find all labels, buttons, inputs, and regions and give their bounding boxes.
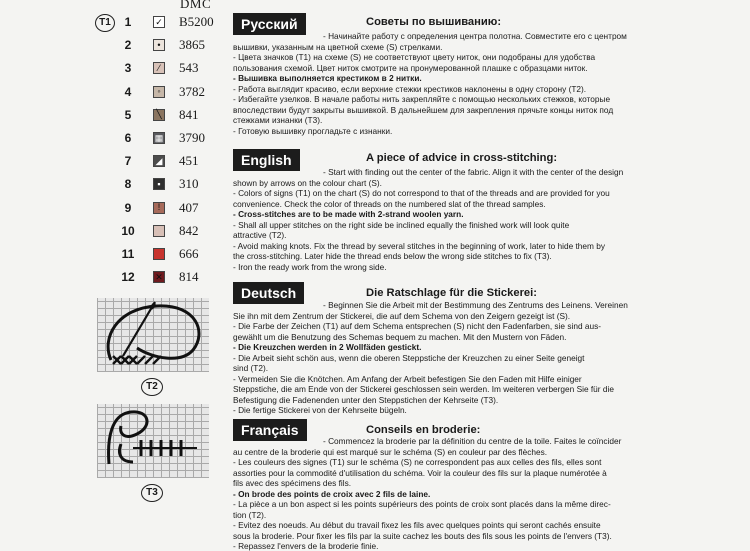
section-title-english: A piece of advice in cross-stitching:	[366, 152, 558, 164]
t2-badge: T2	[141, 378, 163, 396]
legend-number: 5	[124, 107, 132, 122]
legend-number: 7	[124, 154, 132, 169]
instruction-line: - Вышивка выполняется крестиком в 2 нитки.	[233, 73, 422, 83]
legend-dmc-code: 310	[179, 176, 199, 192]
instruction-line: - Evitez des noeuds. Au début du travail fixez les fils avec quelques points qui seront cachés ensuite	[233, 520, 601, 530]
legend-number: 12	[121, 270, 135, 285]
section-body-russian	[233, 31, 665, 136]
lang-label-francais: Français	[233, 419, 307, 441]
lang-label-english: English	[233, 149, 300, 171]
legend-number: 2	[124, 38, 132, 53]
instruction-line: - Cross-stitches are to be made with 2-strand woolen yarn.	[233, 209, 464, 219]
legend-symbol-icon: •	[153, 39, 165, 51]
instruction-line: convenience. Check the color of threads on the numbered slat of the thread samples.	[233, 198, 546, 209]
instruction-line: fils avec des spécimens des fils.	[233, 478, 352, 488]
instruction-line: Steppstiche, die am Ende von der Stickerei geschlossen sein werden. Im weiteren verbergen Sie für die	[233, 384, 614, 394]
instruction-line: - On brode des points de croix avec 2 fils de laine.	[233, 488, 431, 499]
instruction-line: - Готовую вышивку прогладьте с изнанки.	[233, 125, 393, 136]
legend-symbol-icon: ▪	[153, 178, 165, 190]
instruction-line: - Die fertige Stickerei von der Kehrseite bügeln.	[233, 405, 407, 415]
instruction-line: Befestigung die Fadenenden unter den Steppstichen der Kehrseite (T3).	[233, 394, 499, 405]
legend-row	[95, 35, 225, 57]
legend-number: 4	[124, 84, 132, 99]
legend-row	[95, 12, 225, 34]
legend-row	[95, 267, 225, 289]
section-title-deutsch: Die Ratschlage für die Stickerei:	[366, 287, 537, 299]
instruction-line: - Начинайте работу с определения центра полотна. Совместите его с центром	[323, 31, 627, 41]
legend-row	[95, 174, 225, 196]
instruction-line: вышивки, указанным на цветной схеме (S) стрелками.	[233, 41, 443, 52]
lang-label-russian: Русский	[233, 13, 306, 35]
stitch-diagram-t3	[97, 404, 209, 478]
legend-dmc-code: 841	[179, 106, 199, 122]
instruction-line: - Vermeiden Sie die Knötchen. Am Anfang der Arbeit befestigen Sie den Faden mit Hilfe einiger	[233, 373, 582, 384]
instruction-line: - Commencez la broderie par la définition du centre de la toile. Faites le coïncider	[323, 436, 622, 446]
instruction-line: - Start with finding out the center of the fabric. Align it with the center of the design	[323, 167, 624, 177]
legend-symbol-icon: ◢	[153, 155, 165, 167]
legend-symbol-icon: ◦	[153, 86, 165, 98]
instruction-line: the cross-stitching. Later hide the thread ends below the wrong side stitches to fix (T3).	[233, 251, 552, 261]
instruction-line: - Цвета значков (Т1) на схеме (S) не соответствуют цвету ниток, они подобраны для удобства	[233, 52, 596, 62]
needle-cross-stitch-icon	[97, 298, 209, 372]
instruction-line: - Die Farbe der Zeichen (T1) auf dem Schema entsprechen (S) nicht den Fadenfarben, sie sind aus-	[233, 321, 602, 331]
legend-dmc-code: 3790	[179, 130, 205, 145]
instruction-line: shown by arrows on the colour chart (S).	[233, 177, 382, 188]
instruction-line: attractive (T2).	[233, 230, 287, 240]
section-title-russian: Советы по вышиванию:	[366, 16, 502, 28]
t3-badge: T3	[141, 484, 163, 502]
legend-row	[95, 221, 225, 243]
legend-row	[95, 244, 225, 266]
legend-dmc-code: 3782	[179, 83, 205, 99]
legend-number: 3	[124, 61, 132, 76]
section-body-francais	[233, 436, 665, 551]
section-title-francais: Conseils en broderie:	[366, 424, 481, 436]
legend-symbol-icon: ✓	[153, 16, 165, 28]
legend-dmc-code: 814	[179, 269, 199, 285]
instruction-line: - Shall all upper stitches on the right side be inclined equally the finished work will look quite	[233, 219, 570, 230]
legend-number: 6	[124, 131, 132, 145]
instruction-line: стежками изнанки (Т3).	[233, 115, 323, 125]
thread-legend	[95, 0, 225, 290]
instruction-line: tion (T2).	[233, 509, 267, 520]
legend-dmc-code: 451	[179, 153, 199, 169]
legend-row	[95, 198, 225, 220]
legend-symbol-icon	[153, 248, 165, 260]
instruction-line: gewählt um die Benutzung des Schemas bequem zu machen. Mit den Mustern von Fäden.	[233, 331, 567, 342]
instruction-line: - Colors of signs (T1) on the chart (S) do not correspond to that of the threads and are provided for you	[233, 188, 610, 198]
legend-symbol-icon: ▦	[154, 132, 164, 143]
lang-label-deutsch: Deutsch	[233, 282, 304, 304]
legend-row	[95, 58, 225, 80]
instruction-line: assorties pour la commodité d'utilisation du schéma. Voir la couleur des fils sur la plaque numérotée à	[233, 467, 607, 478]
legend-symbol-icon: !	[153, 202, 165, 214]
legend-row	[95, 151, 225, 173]
instruction-line: - Beginnen Sie die Arbeit mit der Bestimmung des Zentrums des Leinens. Vereinen	[323, 300, 628, 310]
legend-row	[95, 128, 225, 150]
legend-dmc-code: 543	[179, 60, 199, 76]
instruction-line: sind (T2).	[233, 363, 269, 373]
legend-dmc-code: 3865	[179, 37, 205, 53]
instruction-line: - Избегайте узелков. В начале работы нить закрепляйте с помощью нескольких стежков, которые	[233, 94, 611, 104]
legend-symbol-icon	[153, 225, 165, 237]
t1-badge: T1	[95, 14, 115, 32]
dmc-header: DMC	[180, 0, 212, 11]
legend-dmc-code: 666	[179, 246, 199, 261]
legend-symbol-icon: ✕	[153, 271, 165, 283]
thread-hiding-icon	[97, 404, 209, 478]
instruction-line: пользования схемой. Цвет ниток смотрите на пронумерованной плашке с образцами ниток.	[233, 62, 588, 73]
legend-number: 10	[121, 223, 135, 238]
instruction-line: - Die Arbeit sieht schön aus, wenn die oberen Steppstiche der Kreuzchen zu einer Seite geneigt	[233, 352, 585, 363]
legend-dmc-code: 842	[179, 222, 199, 238]
legend-row	[95, 82, 225, 104]
instruction-line: - Die Kreuzchen werden in 2 Wollfäden gestickt.	[233, 342, 422, 352]
legend-symbol-icon: ⁄	[153, 62, 165, 74]
instruction-line: - Работа выглядит красиво, если верхние стежки крестиков наклонены в одну сторону (Т2).	[233, 83, 587, 94]
legend-row	[95, 105, 225, 127]
stitch-diagram-t2	[97, 298, 209, 372]
legend-number: 9	[124, 200, 132, 215]
legend-dmc-code: 407	[179, 199, 199, 215]
instruction-line: au centre de la broderie qui est marqué sur le schéma (S) en couleur par des flèches.	[233, 446, 548, 457]
legend-number: 8	[124, 177, 132, 192]
section-body-deutsch	[233, 300, 665, 416]
instruction-line: sous la broderie. Pour fixer les fils par la suite cachez les bouts des fils sous les points de l'envers (T3).	[233, 530, 612, 541]
legend-symbol-icon: ╲	[153, 109, 165, 121]
instruction-line: впоследствии будут закрыты вышивкой. В дальнейшем для закрепления прячьте концы ниток под	[233, 104, 614, 115]
instruction-line: - Avoid making knots. Fix the thread by several stitches in the beginning of work, later to hide them by	[233, 240, 606, 251]
legend-dmc-code: B5200	[179, 14, 214, 29]
instruction-line: - Iron the ready work from the wrong side.	[233, 261, 387, 272]
instruction-line: - La pièce a un bon aspect si les points supérieurs des points de croix sont placés dans la même direc-	[233, 499, 611, 509]
section-body-english	[233, 167, 665, 272]
legend-number: 11	[121, 247, 135, 261]
instruction-line: - Repassez l'envers de la broderie finie.	[233, 541, 379, 551]
legend-number: 1	[124, 15, 132, 29]
instruction-line: Sie ihn mit dem Zentrum der Stickerei, die auf dem Schema von den Zeigern gezeigt ist (S).	[233, 310, 571, 321]
instruction-line: - Les couleurs des signes (T1) sur le schéma (S) ne correspondent pas aux celles des fils, elles sont	[233, 457, 602, 467]
